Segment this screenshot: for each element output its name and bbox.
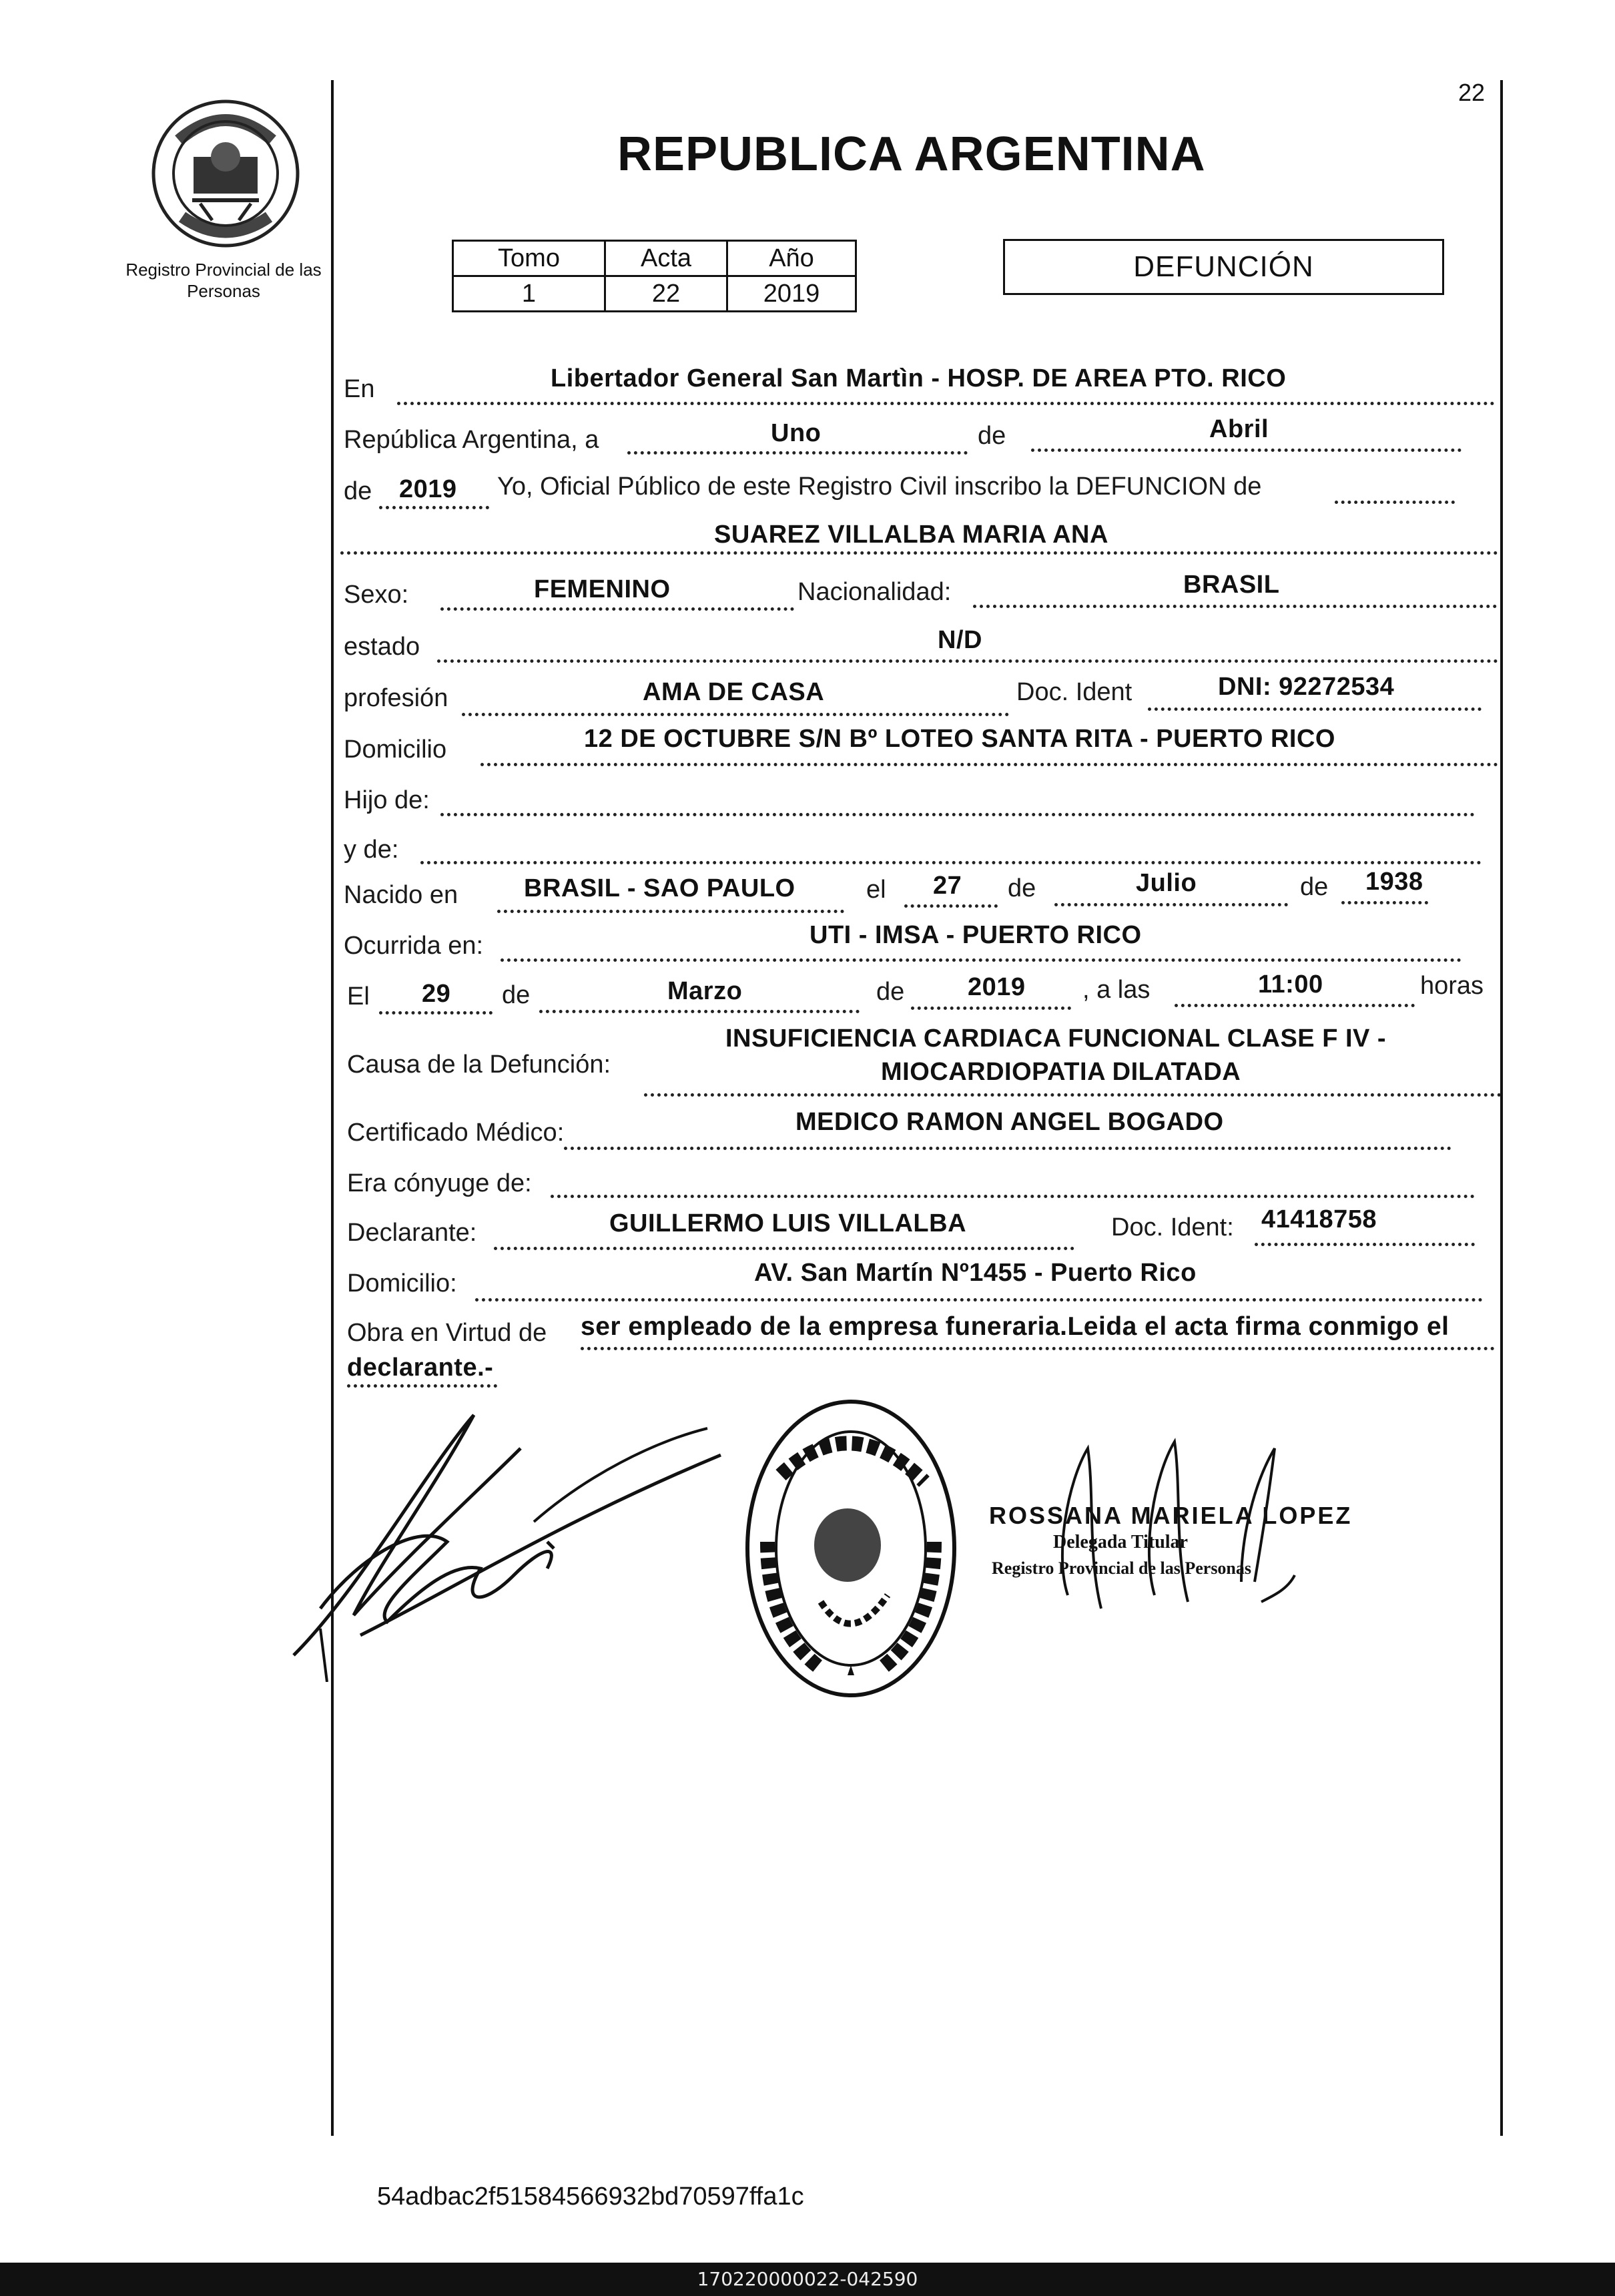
ano-header: Año — [727, 241, 856, 276]
birth-de2: de — [1300, 873, 1329, 901]
right-margin-line — [1500, 80, 1503, 2136]
declarant-signature — [280, 1388, 734, 1682]
ocurrida-label: Ocurrida en: — [344, 932, 484, 960]
nacionalidad-line — [973, 605, 1497, 608]
doc-ident-line — [1148, 707, 1482, 711]
death-day: 29 — [422, 980, 451, 1008]
causa-line2: MIOCARDIOPATIA DILATADA — [881, 1058, 1241, 1086]
obra-text: ser empleado de la empresa funeraria.Leida el acta firma conmigo el — [581, 1312, 1449, 1341]
death-month: Marzo — [667, 977, 743, 1005]
en-label: En — [344, 375, 375, 403]
sexo-line — [440, 607, 794, 611]
declarante-doc-label: Doc. Ident: — [1111, 1213, 1234, 1241]
nacionalidad-value: BRASIL — [1183, 571, 1280, 599]
hash-code: 54adbac2f51584566932bd70597ffa1c — [377, 2183, 804, 2211]
obra-prefix: Obra en Virtud de — [347, 1319, 547, 1347]
record-type-box: DEFUNCIÓN — [1003, 239, 1444, 295]
death-time-line — [1175, 1004, 1415, 1007]
death-de2: de — [876, 978, 905, 1006]
sexo-label: Sexo: — [344, 581, 409, 609]
domicilio-value: 12 DE OCTUBRE S/N Bº LOTEO SANTA RITA - PUERTO RICO — [584, 725, 1335, 753]
El-label: El — [347, 982, 370, 1011]
profesion-label: profesión — [344, 684, 448, 712]
inscribo-line — [1335, 501, 1455, 504]
birth-day-line — [904, 904, 998, 908]
conyuge-label: Era cónyuge de: — [347, 1169, 532, 1197]
el-label: el — [866, 876, 886, 904]
declarante-doc-line — [1255, 1243, 1475, 1246]
death-day-line — [379, 1011, 493, 1015]
obra-end-line — [347, 1384, 497, 1388]
sexo-value: FEMENINO — [534, 575, 671, 603]
birth-month-line — [1054, 903, 1288, 906]
nacido-line — [497, 910, 844, 913]
province-seal — [145, 93, 306, 254]
estado-label: estado — [344, 633, 420, 661]
y-de-label: y de: — [344, 836, 399, 864]
inscribo-text: Yo, Oficial Público de este Registro Civil inscribo la DEFUNCION de — [497, 473, 1262, 501]
official-title: Delegada Titular — [1053, 1532, 1188, 1552]
tomo-header: Tomo — [453, 241, 605, 276]
nacido-label: Nacido en — [344, 881, 458, 909]
a-las-label: , a las — [1082, 976, 1151, 1004]
official-stamp — [741, 1395, 961, 1702]
causa-line — [644, 1093, 1502, 1097]
day-value: Uno — [771, 419, 822, 447]
birth-day: 27 — [933, 872, 962, 900]
ocurrida-line — [501, 958, 1462, 962]
republica-label: República Argentina, a — [344, 426, 599, 454]
doc-ident-label: Doc. Ident — [1016, 678, 1133, 706]
month-line — [1031, 449, 1462, 452]
conyuge-line — [551, 1195, 1475, 1198]
horas-label: horas — [1420, 972, 1484, 1000]
certificado-line — [564, 1147, 1451, 1150]
year-value: 2019 — [399, 475, 457, 503]
causa-label: Causa de la Defunción: — [347, 1051, 611, 1079]
official-registry: Registro Provincial de las Personas — [992, 1558, 1252, 1578]
record-table — [452, 240, 857, 312]
birth-year: 1938 — [1365, 868, 1423, 896]
declarante-label: Declarante: — [347, 1219, 477, 1247]
ocurrida-value: UTI - IMSA - PUERTO RICO — [810, 921, 1142, 949]
en-value: Libertador General San Martìn - HOSP. DE AREA PTO. RICO — [551, 364, 1287, 392]
footer-code: 170220000022-042590 — [0, 2263, 1615, 2296]
y-de-line — [420, 861, 1482, 864]
acta-value: 22 — [605, 276, 727, 312]
declarante-doc-value: 41418758 — [1261, 1205, 1377, 1233]
estado-value: N/D — [938, 626, 982, 654]
causa-line1: INSUFICIENCIA CARDIACA FUNCIONAL CLASE F IV - — [725, 1025, 1387, 1053]
dom2-line — [475, 1298, 1483, 1302]
official-signature — [1041, 1435, 1308, 1635]
name-line — [340, 551, 1498, 555]
hijo-line — [440, 813, 1475, 816]
profesion-line — [462, 713, 1009, 716]
dom2-value: AV. San Martín Nº1455 - Puerto Rico — [754, 1259, 1197, 1287]
obra-end: declarante.- — [347, 1354, 494, 1382]
acta-header: Acta — [605, 241, 727, 276]
birth-year-line — [1341, 901, 1428, 904]
death-de1: de — [502, 981, 531, 1009]
certificado-label: Certificado Médico: — [347, 1119, 565, 1147]
left-margin-line — [331, 80, 334, 2136]
registry-name: Registro Provincial de las Personas — [125, 260, 322, 301]
declarante-line — [494, 1247, 1074, 1250]
month-value: Abril — [1209, 415, 1269, 443]
estado-line — [437, 659, 1498, 663]
page-number: 22 — [1458, 79, 1486, 106]
death-month-line — [539, 1010, 860, 1013]
doc-ident-value: DNI: 92272534 — [1218, 673, 1395, 701]
tomo-value: 1 — [453, 276, 605, 312]
de-label: de — [978, 422, 1006, 450]
page-title: REPUBLICA ARGENTINA — [617, 127, 1206, 181]
ano-value: 2019 — [727, 276, 856, 312]
hijo-label: Hijo de: — [344, 786, 430, 814]
deceased-name: SUAREZ VILLALBA MARIA ANA — [714, 521, 1108, 549]
death-year-line — [911, 1007, 1071, 1010]
birth-month: Julio — [1136, 869, 1197, 897]
dom2-label: Domicilio: — [347, 1269, 457, 1298]
declarante-value: GUILLERMO LUIS VILLALBA — [609, 1209, 967, 1237]
nacionalidad-label: Nacionalidad: — [797, 578, 952, 606]
certificado-value: MEDICO RAMON ANGEL BOGADO — [795, 1108, 1224, 1136]
domicilio-line — [480, 763, 1498, 766]
domicilio-label: Domicilio — [344, 736, 447, 764]
en-line — [397, 402, 1495, 405]
nacido-place: BRASIL - SAO PAULO — [524, 874, 795, 902]
death-time: 11:00 — [1258, 970, 1323, 998]
official-name: ROSSANA MARIELA LOPEZ — [989, 1502, 1353, 1529]
obra-line — [581, 1347, 1495, 1350]
day-line — [627, 451, 968, 455]
year-de-label: de — [344, 477, 372, 505]
birth-de1: de — [1008, 874, 1036, 902]
death-year: 2019 — [968, 973, 1026, 1001]
year-line — [379, 506, 489, 509]
profesion-value: AMA DE CASA — [643, 678, 825, 706]
